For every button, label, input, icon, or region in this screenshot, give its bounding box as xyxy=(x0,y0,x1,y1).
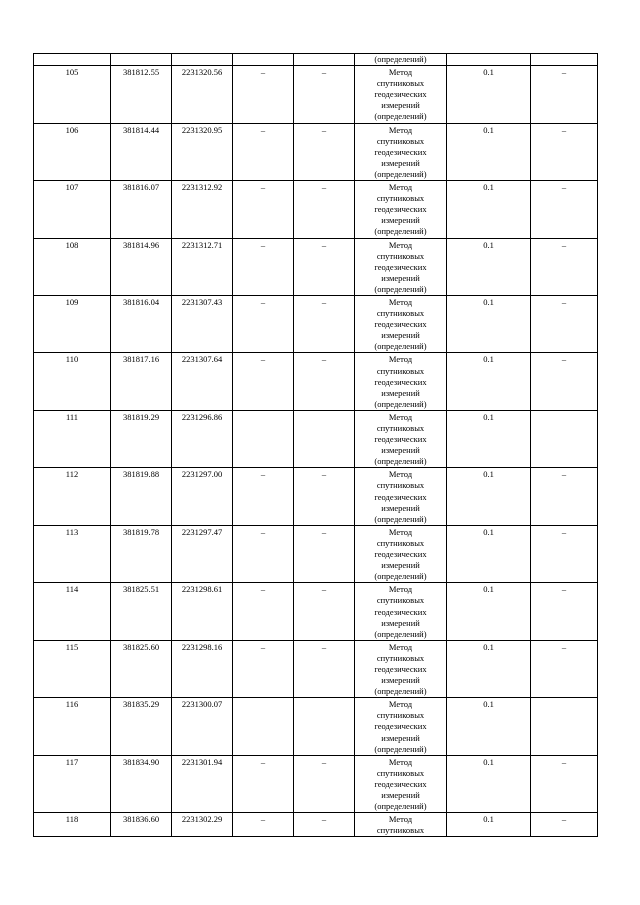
cell-y: 2231301.94 xyxy=(172,755,233,812)
cell-col5 xyxy=(294,54,355,66)
method-line: спутниковых xyxy=(376,423,425,433)
method-line: Метод xyxy=(388,469,413,480)
cell-col8: – xyxy=(531,468,598,525)
cell-col8: – xyxy=(531,353,598,410)
table-row xyxy=(34,640,598,697)
table-body xyxy=(34,54,598,837)
cell-y: 2231312.92 xyxy=(172,181,233,238)
method-line: измерений xyxy=(381,617,420,628)
cell-y: 2231298.16 xyxy=(172,640,233,697)
cell-x: 381812.55 xyxy=(111,66,172,123)
cell-x: 381825.60 xyxy=(111,640,172,697)
cell-x: 381817.16 xyxy=(111,353,172,410)
cell-method: (определений) xyxy=(355,54,447,66)
method-line: спутниковых xyxy=(376,767,425,778)
method-line: геодезических xyxy=(374,606,427,617)
method-line: измерений xyxy=(381,445,420,456)
cell-method xyxy=(355,353,447,410)
method-line: Метод xyxy=(388,756,413,767)
table-row xyxy=(34,525,598,582)
table-row xyxy=(34,755,598,812)
cell-accuracy: 0.1 xyxy=(447,640,531,697)
method-line: геодезических xyxy=(374,663,427,674)
cell-accuracy: 0.1 xyxy=(447,66,531,123)
method-line: (определений) xyxy=(374,801,427,812)
cell-col4: – xyxy=(233,640,294,697)
cell-accuracy: 0.1 xyxy=(447,755,531,812)
cell-y: 2231296.86 xyxy=(172,410,233,467)
cell-col4: – xyxy=(233,295,294,352)
continuation-row xyxy=(34,54,598,66)
method-line: Метод xyxy=(388,354,413,365)
cell-col4: – xyxy=(233,583,294,640)
method-line: Метод xyxy=(388,584,413,595)
cell-col4: – xyxy=(233,238,294,295)
cell-x: 381816.04 xyxy=(111,295,172,352)
method-line: Метод xyxy=(388,526,413,537)
cell-method xyxy=(355,238,447,295)
cell-point-number: 108 xyxy=(34,238,111,295)
method-line: (определений) xyxy=(374,111,427,122)
method-line: (определений) xyxy=(374,168,427,179)
cell-accuracy: 0.1 xyxy=(447,123,531,180)
cell-x xyxy=(111,54,172,66)
cell-method xyxy=(355,123,447,180)
cell-method xyxy=(355,410,447,467)
method-line: спутниковых xyxy=(376,78,425,89)
method-line: (определений) xyxy=(374,571,427,582)
cell-x: 381819.78 xyxy=(111,525,172,582)
cell-point-number: 113 xyxy=(34,525,111,582)
method-line: спутниковых xyxy=(376,652,425,663)
method-line: геодезических xyxy=(374,204,427,215)
method-line: (определений) xyxy=(374,226,427,237)
cell-col8: – xyxy=(531,583,598,640)
cell-col5: – xyxy=(294,640,355,697)
table-row xyxy=(34,468,598,525)
cell-y: 2231298.61 xyxy=(172,583,233,640)
cell-y: 2231307.64 xyxy=(172,353,233,410)
method-line: измерений xyxy=(381,560,420,571)
cell-y: 2231320.56 xyxy=(172,66,233,123)
method-line: измерений xyxy=(381,100,420,111)
method-line: измерений xyxy=(381,387,420,398)
table-row xyxy=(34,123,598,180)
cell-point-number: 106 xyxy=(34,123,111,180)
cell-accuracy: 0.1 xyxy=(447,468,531,525)
cell-col8: – xyxy=(531,813,598,837)
method-line: спутниковых xyxy=(376,308,425,319)
cell-accuracy: 0.1 xyxy=(447,353,531,410)
method-line: спутниковых xyxy=(376,135,425,146)
cell-point-number: 115 xyxy=(34,640,111,697)
cell-y: 2231312.71 xyxy=(172,238,233,295)
cell-point-number: 117 xyxy=(34,755,111,812)
cell-x: 381835.29 xyxy=(111,698,172,755)
method-line: (определений) xyxy=(374,456,427,467)
method-line: спутниковых xyxy=(376,193,425,204)
cell-point-number: 112 xyxy=(34,468,111,525)
cell-method xyxy=(355,583,447,640)
method-line: измерений xyxy=(381,157,420,168)
method-line: Метод xyxy=(388,67,413,78)
method-line: (определений) xyxy=(374,743,427,754)
cell-col4: – xyxy=(233,66,294,123)
cell-x: 381825.51 xyxy=(111,583,172,640)
method-line: (определений) xyxy=(374,341,427,352)
cell-col5 xyxy=(294,698,355,755)
cell-y xyxy=(172,54,233,66)
method-line: геодезических xyxy=(374,549,427,560)
cell-accuracy: 0.1 xyxy=(447,525,531,582)
cell-col5: – xyxy=(294,813,355,837)
cell-col4: – xyxy=(233,755,294,812)
cell-point-number: 105 xyxy=(34,66,111,123)
cell-accuracy: 0.1 xyxy=(447,295,531,352)
cell-col8: – xyxy=(531,295,598,352)
cell-point-number: 116 xyxy=(34,698,111,755)
cell-x: 381814.96 xyxy=(111,238,172,295)
cell-col8: – xyxy=(531,238,598,295)
cell-x: 381819.88 xyxy=(111,468,172,525)
cell-point-number: 114 xyxy=(34,583,111,640)
cell-point-number: 110 xyxy=(34,353,111,410)
method-line: геодезических xyxy=(374,721,427,732)
method-line: Метод xyxy=(388,699,413,710)
method-line: Метод xyxy=(388,124,413,135)
method-line: геодезических xyxy=(374,89,427,100)
cell-method xyxy=(355,640,447,697)
cell-point-number: 111 xyxy=(34,410,111,467)
method-line: Метод xyxy=(388,641,413,652)
cell-col4 xyxy=(233,54,294,66)
cell-x: 381819.29 xyxy=(111,410,172,467)
cell-point-number: 118 xyxy=(34,813,111,837)
cell-accuracy: 0.1 xyxy=(447,238,531,295)
cell-accuracy: 0.1 xyxy=(447,410,531,467)
cell-point-number: 109 xyxy=(34,295,111,352)
cell-col5: – xyxy=(294,755,355,812)
method-line: спутниковых xyxy=(376,710,425,721)
cell-y: 2231302.29 xyxy=(172,813,233,837)
cell-method xyxy=(355,468,447,525)
cell-col8: – xyxy=(531,525,598,582)
table-row xyxy=(34,353,598,410)
table-row xyxy=(34,813,598,837)
cell-col5 xyxy=(294,410,355,467)
cell-col4: – xyxy=(233,181,294,238)
method-line: спутниковых xyxy=(376,480,425,491)
cell-col4: – xyxy=(233,353,294,410)
cell-col8 xyxy=(531,698,598,755)
method-line: геодезических xyxy=(374,319,427,330)
cell-col5: – xyxy=(294,238,355,295)
coordinates-table xyxy=(33,53,598,837)
cell-accuracy xyxy=(447,54,531,66)
method-line: измерений xyxy=(381,330,420,341)
cell-point-number xyxy=(34,54,111,66)
cell-y: 2231320.95 xyxy=(172,123,233,180)
method-line: (определений) xyxy=(374,686,427,697)
cell-col5: – xyxy=(294,295,355,352)
method-line: Метод xyxy=(388,296,413,307)
method-line: спутниковых xyxy=(376,250,425,261)
cell-point-number: 107 xyxy=(34,181,111,238)
method-line: геодезических xyxy=(374,146,427,157)
method-line: геодезических xyxy=(374,434,427,445)
cell-accuracy: 0.1 xyxy=(447,698,531,755)
method-line: геодезических xyxy=(374,261,427,272)
cell-method xyxy=(355,525,447,582)
cell-accuracy: 0.1 xyxy=(447,583,531,640)
cell-method xyxy=(355,813,447,837)
method-line: измерений xyxy=(381,272,420,283)
table-row xyxy=(34,66,598,123)
method-line: Метод xyxy=(388,411,413,422)
cell-method xyxy=(355,181,447,238)
table-row xyxy=(34,698,598,755)
method-line: измерений xyxy=(381,675,420,686)
cell-col5: – xyxy=(294,353,355,410)
cell-x: 381836.60 xyxy=(111,813,172,837)
method-line: спутниковых xyxy=(376,365,425,376)
cell-x: 381816.07 xyxy=(111,181,172,238)
table-row xyxy=(34,238,598,295)
method-line: геодезических xyxy=(374,376,427,387)
cell-y: 2231297.00 xyxy=(172,468,233,525)
method-line: Метод xyxy=(388,814,413,825)
table-row xyxy=(34,410,598,467)
cell-accuracy: 0.1 xyxy=(447,181,531,238)
cell-col8: – xyxy=(531,640,598,697)
method-line: спутниковых xyxy=(376,537,425,548)
cell-col8 xyxy=(531,410,598,467)
method-line: спутниковых xyxy=(376,825,425,836)
method-line: (определений) xyxy=(374,513,427,524)
cell-accuracy: 0.1 xyxy=(447,813,531,837)
cell-col5: – xyxy=(294,181,355,238)
method-line: геодезических xyxy=(374,491,427,502)
cell-col5: – xyxy=(294,468,355,525)
cell-x: 381814.44 xyxy=(111,123,172,180)
cell-col8: – xyxy=(531,755,598,812)
method-line: (определений) xyxy=(374,398,427,409)
cell-method xyxy=(355,698,447,755)
method-line: измерений xyxy=(381,502,420,513)
cell-method xyxy=(355,66,447,123)
cell-col5: – xyxy=(294,66,355,123)
method-line: спутниковых xyxy=(376,595,425,606)
method-line: (определений) xyxy=(374,628,427,639)
cell-col4: – xyxy=(233,468,294,525)
cell-col5: – xyxy=(294,123,355,180)
cell-col8 xyxy=(531,54,598,66)
cell-col8: – xyxy=(531,66,598,123)
table-row xyxy=(34,583,598,640)
cell-col8: – xyxy=(531,181,598,238)
cell-y: 2231297.47 xyxy=(172,525,233,582)
cell-col4 xyxy=(233,410,294,467)
method-line: геодезических xyxy=(374,778,427,789)
cell-method xyxy=(355,755,447,812)
method-line: (определений) xyxy=(374,283,427,294)
cell-col8: – xyxy=(531,123,598,180)
cell-col5: – xyxy=(294,583,355,640)
cell-col4: – xyxy=(233,123,294,180)
method-line: Метод xyxy=(388,182,413,193)
cell-col4: – xyxy=(233,813,294,837)
cell-x: 381834.90 xyxy=(111,755,172,812)
cell-y: 2231307.43 xyxy=(172,295,233,352)
method-line: измерений xyxy=(381,215,420,226)
method-line: измерений xyxy=(381,732,420,743)
cell-y: 2231300.07 xyxy=(172,698,233,755)
method-line: Метод xyxy=(388,239,413,250)
table-row xyxy=(34,295,598,352)
table-row xyxy=(34,181,598,238)
cell-col4 xyxy=(233,698,294,755)
cell-method xyxy=(355,295,447,352)
cell-col5: – xyxy=(294,525,355,582)
method-line: измерений xyxy=(381,790,420,800)
cell-col4: – xyxy=(233,525,294,582)
